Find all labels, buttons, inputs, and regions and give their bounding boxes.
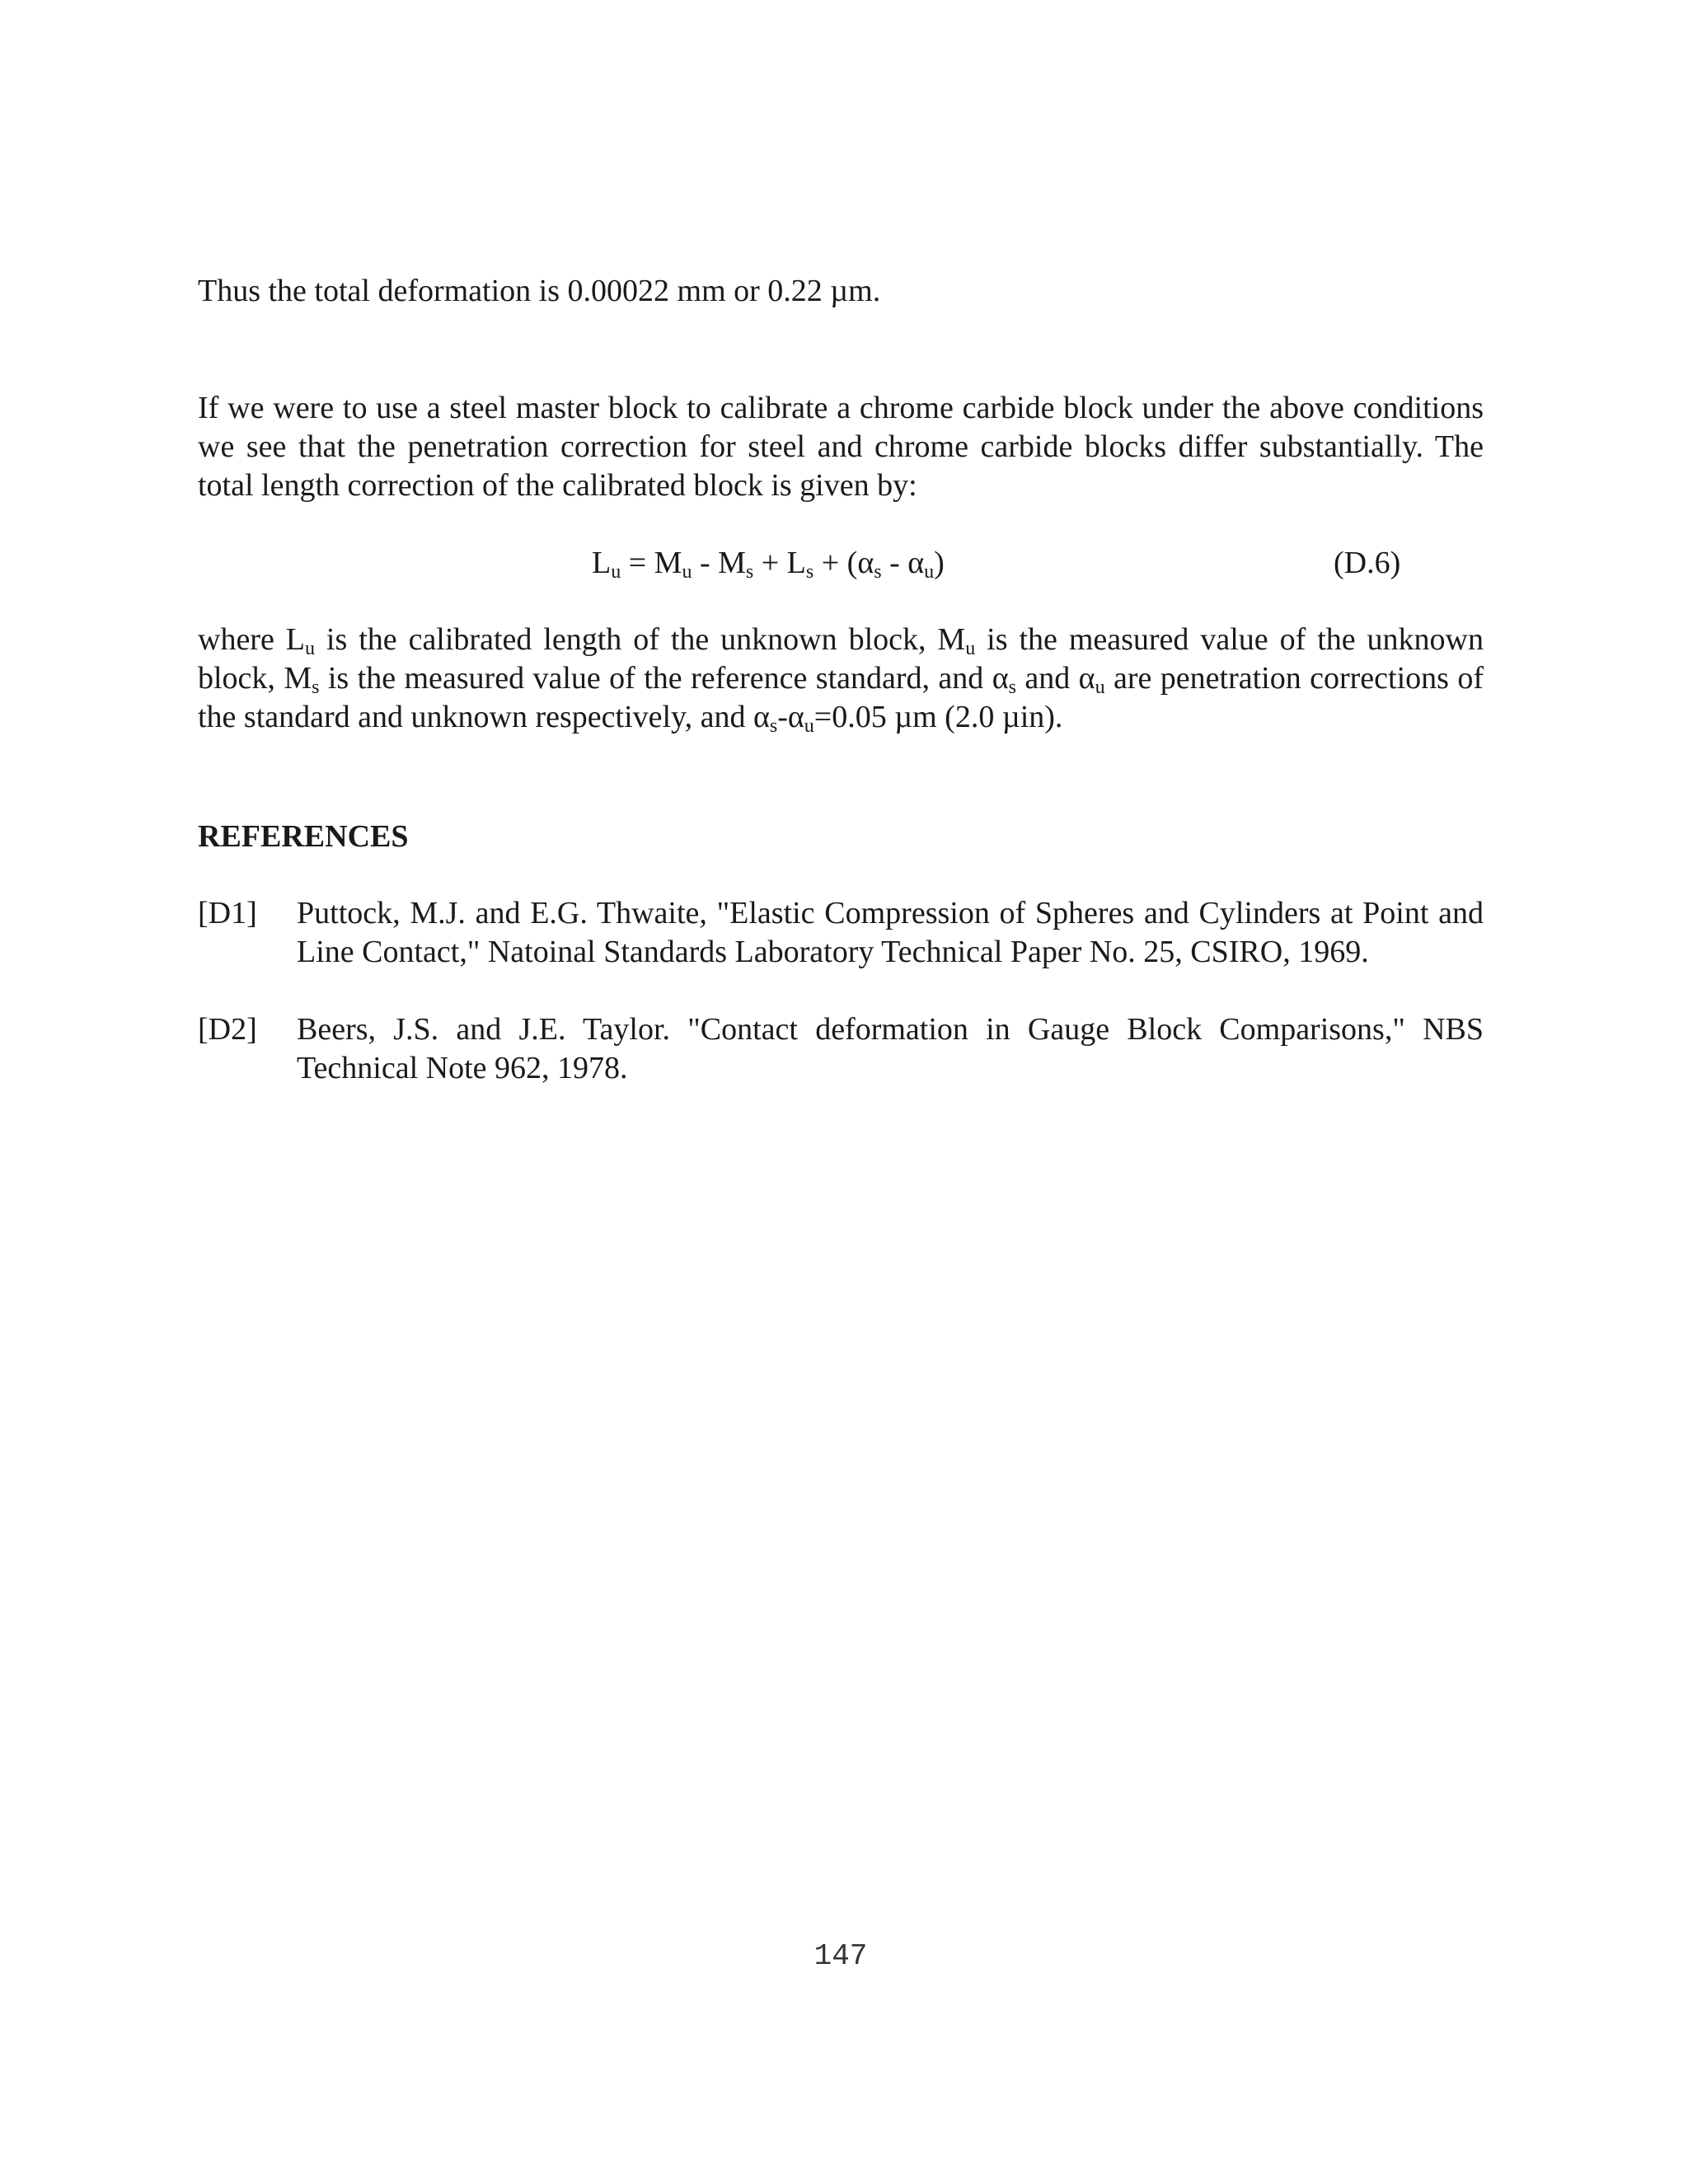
reference-label: [D1]: [198, 896, 257, 930]
reference-label: [D2]: [198, 1012, 257, 1047]
references-heading: REFERENCES: [198, 819, 409, 854]
length-correction-equation: $L_u = M_u - M_s + L_s + (\alpha_s - \alpha_u)$: [592, 546, 945, 583]
reference-text: Beers, J.S. and J.E. Taylor. "Contact deformation in Gauge Block Comparisons," NBS Technical Note 962, 1978.: [297, 1012, 1484, 1085]
variable-definition-paragraph: where $L_u$ is the calibrated length of the unknown block, $M_u$ is the measured value of the unknown block, $M_s$ is the measured value of the reference standard, and $\alpha_s$ and $\alpha_u$ are penetration corrections of the standard and unknown respectively, and $\alpha_s-\alpha_u=0.05$ µm (2.0 µin).: [198, 622, 1484, 737]
reference-text: Puttock, M.J. and E.G. Thwaite, "Elastic Compression of Spheres and Cylinders at Point and Line Contact," Natoinal Standards Laboratory Technical Paper No. 25, CSIRO, 1969.: [297, 896, 1484, 969]
equation-number: (D.6): [1334, 546, 1401, 580]
deformation-paragraph: Thus the total deformation is 0.00022 mm or 0.22 µm.: [198, 274, 881, 308]
reference-item-d2: [198, 1010, 1484, 1088]
page-number: 147: [814, 1939, 868, 1973]
reference-item-d1: [198, 894, 1484, 972]
penetration-correction-paragraph: If we were to use a steel master block to calibrate a chrome carbide block under the above conditions we see that the penetration correction for steel and chrome carbide blocks differ substantially. The total length correction of the calibrated block is given by:: [198, 391, 1484, 503]
